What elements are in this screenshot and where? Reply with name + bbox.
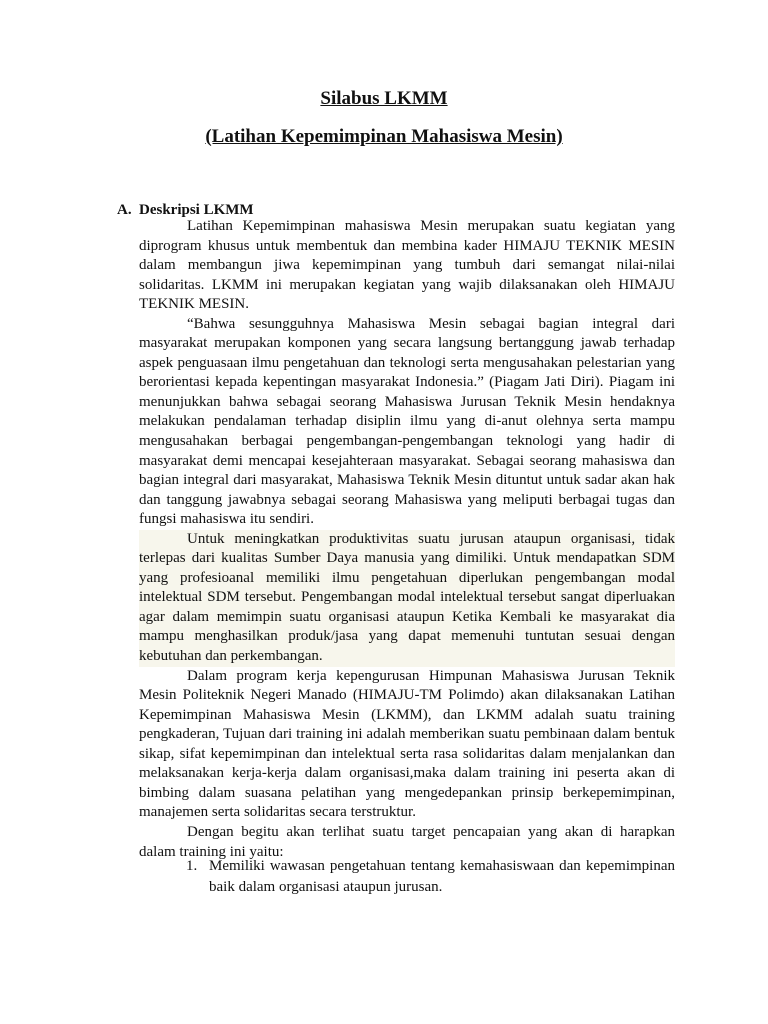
list-item [186,856,675,897]
paragraph-3: Untuk meningkatkan produktivitas suatu jurusan ataupun organisasi, tidak terlepas dari kualitas Sumber Daya manusia yang dimiliki. Untuk mendapatkan SDM yang profesioanal memiliki ilmu pengetahuan diperlukan pengembangan modal intelektual SDM tersebut. Pengembangan modal intelektual tersebut sangat diperluakan agar dalam memimpin suatu organisasi ataupun Ketika Kembali ke masyarakat dia mampu menghasilkan produk/jasa yang dapat memenuhi tuntutan sesuai dengan kebutuhan dan perkembangan. [139,530,675,667]
paragraph-2: “Bahwa sesungguhnya Mahasiswa Mesin sebagai bagian integral dari masyarakat merupakan komponen yang secara langsung bertanggung jawab terhadap aspek penguasaan ilmu pengetahuan dan teknologi serta mengusahakan pelestarian yang berorientasi kepada kepentingan masyarakat Indonesia.” (Piagam Jati Diri). Piagam ini menunjukkan bahwa sebagai seorang Mahasiswa Jurusan Teknik Mesin hendaknya melakukan pendalaman terhadap disiplin ilmu yang di-anut olehnya serta mampu mengusahakan berbagai pengembangan-pengembangan teknologi yang hadir di masyarakat demi mencapai kesejahteraan masyarakat. Sebagai seorang mahasiswa dan bagian integral dari masyarakat, Mahasiswa Teknik Mesin dituntut untuk sadar akan hak dan tanggung jawabnya sebagai seorang Mahasiswa yang meliputi berbagai tugas dan fungsi mahasiswa itu sendiri. [139,315,675,528]
target-list [186,856,675,897]
paragraph-4: Dalam program kerja kepengurusan Himpunan Mahasiswa Jurusan Teknik Mesin Politeknik Negeri Manado (HIMAJU-TM Polimdo) akan dilaksanakan Latihan Kepemimpinan Mahasiswa Mesin (LKMM), dan LKMM adalah suatu training pengkaderan, Tujuan dari training ini adalah memberikan suatu pembinaan dalam bentuk sikap, sifat kepemimpinan dan intelektual serta rasa solidaritas dalam menjalankan dan melaksanakan kerja-kerja dalam organisasi,maka dalam training ini peserta akan di bimbing dalam suasana pelatihan yang mengedepankan prinsip berkepemimpinan, manajemen serta solidaritas secara terstruktur. [139,667,675,821]
section-title: Deskripsi LKMM [139,202,254,218]
document-subtitle: (Latihan Kepemimpinan Mahasiswa Mesin) [205,126,563,147]
paragraph-5: Dengan begitu akan terlihat suatu target pencapaian yang akan di harapkan dalam training ini yaitu: [139,823,675,860]
list-item-text: Memiliki wawasan pengetahuan tentang kemahasiswaan dan kepemimpinan baik dalam organisasi ataupun jurusan. [209,858,675,895]
section-body [139,217,675,862]
section-letter: A. [117,202,132,218]
paragraph-1: Latihan Kepemimpinan mahasiswa Mesin merupakan suatu kegiatan yang diprogram khusus untuk membentuk dan membina kader HIMAJU TEKNIK MESIN dalam membangun jiwa kepemimpinan yang tumbuh dari semangat nilai-nilai solidaritas. LKMM ini merupakan kegiatan yang wajib dilaksanakan oleh HIMAJU TEKNIK MESIN. [139,218,675,313]
document-title: Silabus LKMM [320,88,448,109]
list-item-number: 1. [186,858,198,874]
